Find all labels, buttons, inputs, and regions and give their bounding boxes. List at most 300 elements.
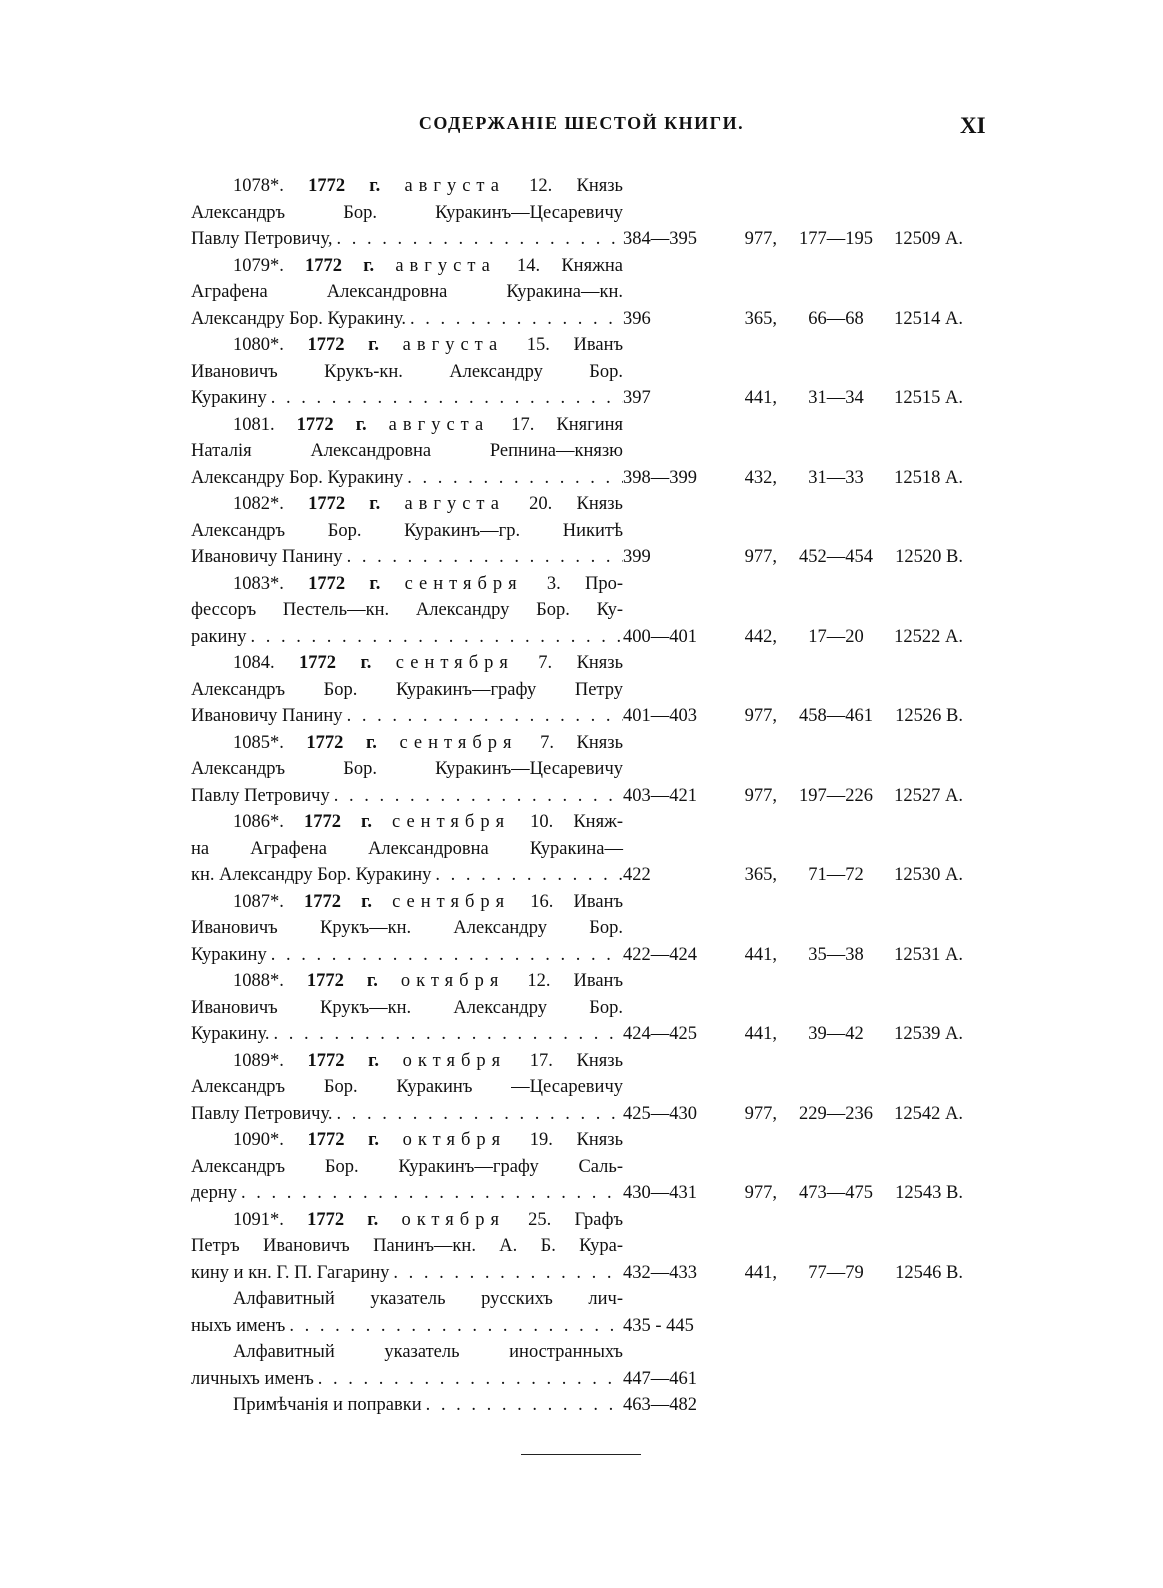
archive-number: 12518 А.: [894, 467, 963, 488]
archive-number: 12542 А.: [894, 1103, 963, 1124]
letter-year: 1772: [307, 1130, 345, 1150]
page-range: 432—433: [623, 1262, 697, 1283]
letter-month: октября: [401, 1209, 505, 1230]
toc-entry: [191, 889, 971, 969]
year-abbrev: г.: [369, 494, 381, 514]
entry-text: [191, 1260, 623, 1287]
toc-entry: [191, 332, 971, 412]
appendix-entry: [191, 1339, 971, 1392]
letter-number: 1088*.: [233, 971, 284, 991]
archive-number: 12514 А.: [894, 308, 963, 329]
year-abbrev: г.: [369, 573, 381, 594]
page-range: 400—401: [623, 626, 697, 647]
entry-description: Ивановичу Панину: [191, 547, 343, 567]
letter-year: 1772: [307, 335, 345, 355]
dot-leader: [389, 1260, 623, 1287]
archive-sheets: 177—195: [799, 229, 873, 249]
appendix-entry: [191, 1286, 971, 1339]
dot-leader: [333, 226, 623, 253]
toc-entry-line: [191, 1127, 971, 1154]
letter-number: 1085*.: [233, 732, 284, 753]
entry-text: [191, 359, 623, 386]
entry-text: [191, 200, 623, 227]
letter-number: 1090*.: [233, 1130, 284, 1150]
entry-text-start: Княгиня: [556, 414, 624, 435]
entry-description: Куракину: [191, 944, 267, 965]
year-abbrev: г.: [368, 335, 380, 355]
toc-entry: [191, 809, 971, 889]
entry-text-start: Княжна: [561, 255, 623, 276]
page-range: 397: [623, 388, 651, 408]
year-abbrev: г.: [363, 255, 375, 276]
letter-day: 3.: [546, 573, 561, 594]
entry-text: [191, 253, 623, 280]
entry-heading: [233, 253, 623, 280]
toc-entry-line: [191, 1233, 971, 1260]
year-abbrev: г.: [360, 653, 372, 673]
toc-entry-line: [191, 359, 971, 386]
toc-entry: [191, 571, 971, 651]
letter-date: [307, 1051, 552, 1071]
appendix-text: [191, 1313, 623, 1340]
toc-entry: [191, 253, 971, 333]
letter-date: [307, 971, 551, 991]
entry-heading: [233, 1127, 623, 1154]
toc-entry-line: [191, 518, 971, 545]
toc-entry-line: [191, 332, 971, 359]
entry-text-start: Иванъ: [573, 971, 624, 991]
letter-day: 12.: [527, 971, 551, 991]
letter-date: [306, 733, 554, 753]
archive-number: 12520 В.: [895, 547, 963, 567]
entry-description: кн. Александру Бор. Куракину: [191, 865, 432, 885]
letter-day: 12.: [529, 176, 553, 196]
entry-text: [191, 942, 623, 969]
letter-year: 1772: [307, 1209, 345, 1230]
entry-description: на Аграфена Александровна Куракина—: [191, 838, 623, 859]
year-abbrev: г.: [365, 732, 377, 753]
entry-text: [191, 1180, 623, 1207]
entry-heading: [233, 332, 623, 359]
entry-text: [191, 226, 623, 253]
entry-text: [191, 624, 623, 651]
entry-text: [191, 438, 623, 465]
entry-text: [191, 597, 623, 624]
archive-sheets: 31—33: [808, 467, 864, 488]
archive-volume: 441,: [744, 944, 777, 965]
archive-sheets: 35—38: [808, 944, 864, 965]
appendix-title: Алфавитный указатель иностранныхъ: [233, 1342, 623, 1362]
entry-text-start: Князь: [576, 494, 623, 514]
letter-day: 7.: [538, 653, 553, 673]
letter-date: [304, 892, 553, 912]
letter-number: 1081.: [233, 414, 275, 435]
entry-text: [191, 889, 623, 916]
dot-leader: [403, 465, 623, 492]
letter-number: 1080*.: [233, 335, 284, 355]
entry-text: [191, 915, 623, 942]
entry-text: [191, 756, 623, 783]
entry-text: [191, 1021, 623, 1048]
archive-volume: 977,: [744, 547, 777, 567]
entry-heading: [233, 173, 623, 200]
entry-description: фессоръ Пестель—кн. Александру Бор. Ку-: [191, 600, 623, 620]
toc-entry-line: [191, 1101, 971, 1128]
entry-text: [191, 491, 623, 518]
entry-text: [191, 1101, 623, 1128]
letter-year: 1772: [303, 891, 341, 912]
appendix-line: [191, 1286, 971, 1313]
toc-entry-line: [191, 173, 971, 200]
page-range: 463—482: [623, 1395, 697, 1415]
toc-entry-line: [191, 862, 971, 889]
toc-entry-line: [191, 650, 971, 677]
dot-leader: [267, 942, 623, 969]
archive-number: 12522 А.: [894, 626, 963, 647]
toc-entry-line: [191, 995, 971, 1022]
archive-number: 12530 А.: [894, 865, 963, 885]
toc-entry-line: [191, 465, 971, 492]
year-abbrev: г.: [368, 1050, 380, 1071]
entry-text: [191, 544, 623, 571]
entry-text: [191, 1154, 623, 1181]
letter-month: августа: [395, 255, 496, 276]
letter-date: [305, 256, 540, 276]
letter-number: 1091*.: [233, 1209, 284, 1230]
appendix-line: [191, 1392, 971, 1419]
entry-description: Аграфена Александровна Куракина—кн.: [191, 282, 623, 302]
archive-volume: 365,: [744, 308, 777, 329]
year-abbrev: г.: [367, 1209, 379, 1230]
letter-year: 1772: [308, 573, 346, 594]
dot-leader: [285, 1313, 623, 1340]
letter-day: 15.: [526, 335, 550, 355]
toc-entry-line: [191, 783, 971, 810]
page-number: XI: [960, 113, 986, 138]
toc-entry-line: [191, 942, 971, 969]
archive-volume: 365,: [744, 865, 777, 885]
entry-text-start: Князь: [576, 1050, 624, 1071]
page-range: 422: [623, 865, 651, 885]
letter-year: 1772: [308, 494, 346, 514]
page-range: 425—430: [623, 1103, 697, 1124]
archive-volume: 432,: [744, 467, 777, 488]
letter-date: [307, 335, 549, 355]
letter-month: сентября: [392, 891, 511, 912]
toc-entry-line: [191, 597, 971, 624]
archive-number: 12515 А.: [894, 388, 963, 408]
toc-entry: [191, 730, 971, 810]
toc-entry-line: [191, 624, 971, 651]
entry-text-start: Князь: [576, 732, 624, 753]
toc-entry: [191, 650, 971, 730]
year-abbrev: г.: [361, 812, 372, 832]
entry-description: Петръ Ивановичъ Панинъ—кн. А. Б. Кура-: [191, 1236, 623, 1256]
entry-description: Александръ Бор. Куракинъ—Цесаревичу: [191, 759, 623, 779]
entry-description: Александру Бор. Куракину: [191, 467, 404, 488]
entry-description: Александръ Бор. Куракинъ—графу Саль-: [191, 1156, 623, 1177]
entry-text: [191, 1207, 623, 1234]
page-range: 403—421: [623, 785, 697, 806]
archive-volume: 977,: [744, 1183, 777, 1203]
archive-number: 12543 В.: [895, 1183, 963, 1203]
toc-entry-line: [191, 703, 971, 730]
letter-day: 20.: [529, 494, 553, 514]
appendix-text: [191, 1366, 623, 1393]
archive-sheets: 17—20: [808, 626, 864, 647]
entry-heading: [233, 968, 623, 995]
letter-year: 1772: [296, 414, 334, 435]
toc-entry-line: [191, 1207, 971, 1234]
toc-entry: [191, 968, 971, 1048]
toc-entry-line: [191, 306, 971, 333]
archive-number: 12539 А.: [894, 1024, 963, 1044]
letter-day: 14.: [517, 255, 541, 276]
appendix-line: [191, 1313, 971, 1340]
entry-text: [191, 332, 623, 359]
entry-heading: [233, 412, 623, 439]
entry-text-start: Иванъ: [573, 335, 624, 355]
toc-entry-line: [191, 1021, 971, 1048]
entry-text: [191, 783, 623, 810]
toc-entry-line: [191, 544, 971, 571]
letter-number: 1089*.: [233, 1050, 284, 1071]
letter-year: 1772: [299, 653, 337, 673]
letter-month: октября: [400, 971, 505, 991]
entry-text: [191, 306, 623, 333]
letter-date: [299, 653, 552, 673]
entry-description: Ивановичъ Крукъ—кн. Александру Бор.: [191, 997, 623, 1018]
entry-heading: [233, 491, 623, 518]
letter-day: 17.: [529, 1050, 553, 1071]
entry-text: [191, 650, 623, 677]
letter-month: сентября: [399, 732, 518, 753]
toc-entry: [191, 173, 971, 253]
entry-text: [191, 173, 623, 200]
toc-entry-line: [191, 385, 971, 412]
letter-day: 7.: [540, 732, 554, 753]
toc-entry-line: [191, 889, 971, 916]
archive-volume: 441,: [744, 1024, 777, 1044]
dot-leader: [330, 783, 623, 810]
letter-number: 1086*.: [233, 812, 284, 832]
entry-text: [191, 862, 623, 889]
entry-description: Ивановичъ Крукъ-кн. Александру Бор.: [191, 361, 623, 382]
toc-entry: [191, 1127, 971, 1207]
letter-year: 1772: [306, 971, 344, 991]
dot-leader: [333, 1101, 623, 1128]
toc-entry-line: [191, 1074, 971, 1101]
entry-description: Александру Бор. Куракину.: [191, 308, 407, 329]
entry-text-start: Князь: [576, 1130, 624, 1150]
letter-day: 10.: [530, 812, 554, 832]
toc-entry-line: [191, 200, 971, 227]
entry-heading: [233, 809, 623, 836]
entry-text: [191, 995, 623, 1022]
entry-heading: [233, 1207, 623, 1234]
letter-year: 1772: [305, 255, 343, 276]
dot-leader: [343, 544, 623, 571]
entry-description: Куракину.: [191, 1024, 270, 1044]
appendix-title: личныхъ именъ: [191, 1368, 314, 1389]
letter-month: сентября: [392, 812, 511, 832]
appendix-text: [191, 1392, 623, 1419]
entry-text-start: Князь: [576, 653, 624, 673]
page-range: 398—399: [623, 467, 697, 488]
dot-leader: [406, 306, 623, 333]
letter-year: 1772: [303, 812, 341, 832]
dot-leader: [431, 862, 623, 889]
toc-entry-line: [191, 279, 971, 306]
dot-leader: [422, 1392, 623, 1419]
letter-month: августа: [388, 414, 490, 435]
letter-month: августа: [402, 335, 504, 355]
dot-leader: [343, 703, 623, 730]
toc-entry-line: [191, 730, 971, 757]
entry-description: Александръ Бор. Куракинъ —Цесаревичу: [191, 1077, 623, 1097]
entry-description: Павлу Петровичу.: [191, 1103, 333, 1124]
appendix-line: [191, 1339, 971, 1366]
entry-heading: [233, 889, 623, 916]
entry-text: [191, 677, 623, 704]
dot-leader: [314, 1366, 623, 1393]
letter-day: 19.: [529, 1130, 553, 1150]
entry-description: дерну: [191, 1183, 238, 1203]
letter-number: 1079*.: [233, 255, 284, 276]
toc-entry-line: [191, 1180, 971, 1207]
entry-heading: [233, 571, 623, 598]
toc-entry-line: [191, 571, 971, 598]
entry-description: Куракину: [191, 388, 267, 408]
page-range: 422—424: [623, 944, 697, 965]
archive-sheets: 452—454: [799, 547, 873, 567]
toc-entry-line: [191, 226, 971, 253]
entry-description: Павлу Петровичу,: [191, 229, 333, 249]
toc-entry-line: [191, 809, 971, 836]
archive-number: 12546 В.: [895, 1262, 963, 1283]
entry-description: Александръ Бор. Куракинъ—Цесаревичу: [191, 202, 623, 223]
entry-description: ракину: [191, 626, 247, 647]
page-range: 399: [623, 547, 651, 567]
entry-text: [191, 703, 623, 730]
appendix-line: [191, 1366, 971, 1393]
entry-text-start: Про-: [585, 573, 624, 594]
archive-volume: 977,: [744, 1103, 777, 1124]
dot-leader: [247, 624, 624, 651]
letter-day: 17.: [511, 414, 535, 435]
toc-entry-line: [191, 836, 971, 863]
letter-year: 1772: [308, 176, 346, 196]
toc-entry-line: [191, 491, 971, 518]
letter-date: [307, 1130, 552, 1150]
letter-month: октября: [402, 1050, 507, 1071]
entry-text: [191, 968, 623, 995]
archive-volume: 977,: [744, 706, 777, 726]
entry-text: [191, 465, 623, 492]
dot-leader: [267, 385, 623, 412]
letter-date: [308, 176, 552, 196]
letter-year: 1772: [307, 1050, 345, 1071]
entry-heading: [233, 650, 623, 677]
archive-volume: 441,: [744, 1262, 777, 1283]
toc-entry-line: [191, 1260, 971, 1287]
year-abbrev: г.: [361, 891, 373, 912]
entry-text: [191, 809, 623, 836]
year-abbrev: г.: [368, 1130, 380, 1150]
entry-text: [191, 1127, 623, 1154]
letter-date: [304, 812, 553, 832]
letter-number: 1083*.: [233, 573, 284, 594]
entry-text: [191, 1074, 623, 1101]
appendix-title: Алфавитный указатель русскихъ лич-: [233, 1289, 623, 1309]
letter-month: августа: [404, 494, 505, 514]
letter-day: 25.: [528, 1209, 552, 1230]
letter-number: 1082*.: [233, 494, 284, 514]
letter-month: августа: [404, 176, 505, 196]
archive-number: 12526 В.: [895, 706, 963, 726]
entry-text-start: Графъ: [574, 1209, 624, 1230]
table-of-contents: [191, 173, 971, 1419]
archive-volume: 442,: [744, 626, 777, 647]
toc-entry-line: [191, 1048, 971, 1075]
entry-heading: [233, 1048, 623, 1075]
appendix-text: [191, 1286, 623, 1313]
toc-entry-line: [191, 915, 971, 942]
end-rule-divider: [521, 1454, 641, 1455]
page-range: 430—431: [623, 1183, 697, 1203]
entry-text: [191, 1048, 623, 1075]
archive-sheets: 71—72: [808, 865, 864, 885]
page-range: 401—403: [623, 706, 697, 726]
year-abbrev: г.: [355, 414, 367, 435]
toc-entry-line: [191, 1154, 971, 1181]
archive-sheets: 229—236: [799, 1103, 873, 1124]
page-range: 384—395: [623, 229, 697, 249]
toc-entry-line: [191, 756, 971, 783]
letter-year: 1772: [306, 732, 344, 753]
appendix-entry: [191, 1392, 971, 1419]
toc-entry-line: [191, 438, 971, 465]
archive-number: 12531 А.: [894, 944, 963, 965]
toc-entry: [191, 1048, 971, 1128]
letter-month: октября: [402, 1130, 507, 1150]
archive-sheets: 473—475: [799, 1183, 873, 1203]
entry-text: [191, 385, 623, 412]
toc-entry-line: [191, 968, 971, 995]
entry-text: [191, 1233, 623, 1260]
archive-sheets: 31—34: [808, 388, 864, 408]
entry-text-start: Княж-: [573, 812, 624, 832]
entry-description: кину и кн. Г. П. Гагарину: [191, 1262, 390, 1283]
appendix-title: Примѣчанія и поправки: [233, 1395, 422, 1415]
archive-sheets: 39—42: [808, 1024, 864, 1044]
entry-text-start: Иванъ: [573, 891, 624, 912]
letter-month: сентября: [404, 573, 523, 594]
page-range: 424—425: [623, 1024, 697, 1044]
page-range: 435 - 445: [623, 1315, 694, 1336]
toc-entry: [191, 1207, 971, 1287]
entry-description: Наталія Александровна Репнина—князю: [191, 441, 623, 461]
entry-description: Александръ Бор. Куракинъ—гр. Никитѣ: [191, 520, 623, 541]
page-range: 396: [623, 308, 651, 329]
appendix-title: ныхъ именъ: [191, 1315, 286, 1336]
toc-entry-line: [191, 677, 971, 704]
dot-leader: [237, 1180, 623, 1207]
year-abbrev: г.: [369, 176, 381, 196]
archive-number: 12509 А.: [894, 229, 963, 249]
entry-text: [191, 279, 623, 306]
entry-text: [191, 571, 623, 598]
